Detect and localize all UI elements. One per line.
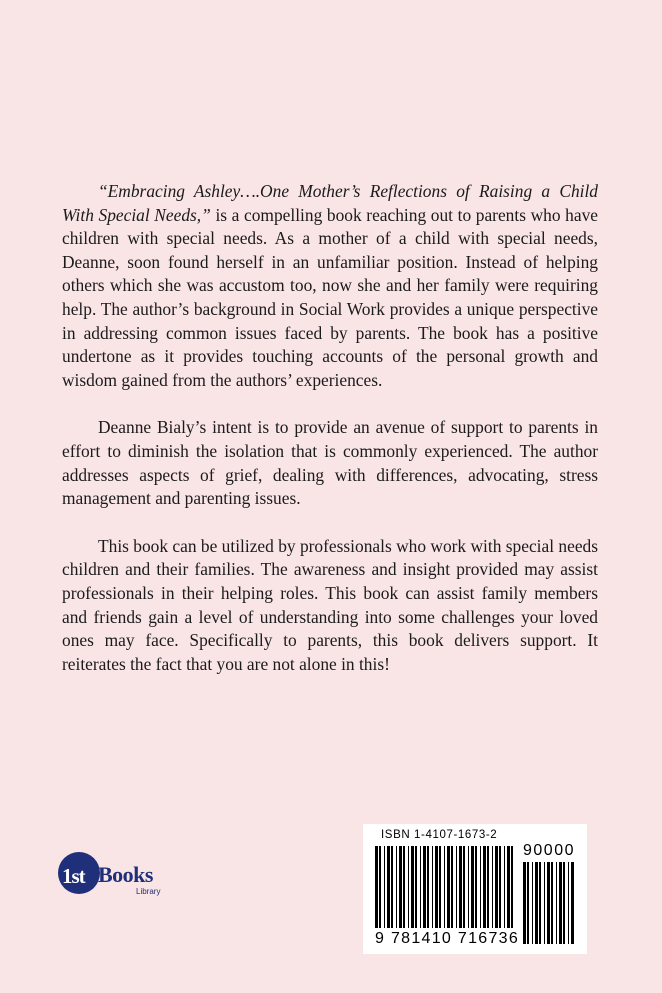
barcode-bar	[432, 846, 433, 928]
barcode-bar	[391, 846, 393, 928]
barcode-bar	[468, 846, 469, 928]
main-barcode-bars	[375, 846, 513, 928]
barcode-bar	[568, 862, 569, 944]
barcode-bar	[475, 846, 477, 928]
publisher-logo	[58, 852, 168, 896]
barcode-bar	[420, 846, 421, 928]
barcode-bar	[379, 846, 381, 928]
barcode-bar	[495, 846, 498, 928]
barcode-bar	[408, 846, 409, 928]
barcode-bar	[571, 862, 574, 944]
barcode-bar	[487, 846, 489, 928]
barcode-bar	[511, 846, 513, 928]
isbn-barcode	[363, 824, 587, 954]
barcode-bar	[387, 846, 390, 928]
barcode-bar	[384, 846, 385, 928]
barcode-bar	[399, 846, 402, 928]
barcode-bar	[463, 846, 465, 928]
barcode-bar	[551, 862, 553, 944]
barcode-bar	[480, 846, 481, 928]
blurb-paragraph-1	[62, 180, 598, 392]
barcode-bar	[523, 862, 526, 944]
barcode-bar	[532, 862, 533, 944]
blurb-paragraph-3: This book can be utilized by professionals who work with special needs children and their families. The awareness and insight provided may assist professionals in their helping roles. This book can assist family members and friends gain a level of understanding into some challenges your loved ones may face. Specifically to parents, this book delivers support. It reiterates the fact that you are not alone in this!	[62, 535, 598, 674]
barcode-bar	[499, 846, 501, 928]
barcode-bar	[539, 862, 541, 944]
barcode-bar	[535, 862, 538, 944]
barcode-bar	[435, 846, 438, 928]
barcode-bar	[527, 862, 529, 944]
barcode-bar	[396, 846, 397, 928]
price-barcode-bars	[523, 862, 574, 944]
barcode-bar	[563, 862, 565, 944]
isbn-label: ISBN 1-4107-1673-2	[381, 829, 498, 841]
barcode-bar	[559, 862, 562, 944]
barcode-bar	[439, 846, 441, 928]
barcode-bar	[375, 846, 378, 928]
barcode-bar	[451, 846, 453, 928]
barcode-bar	[544, 862, 545, 944]
price-code-label: 90000	[523, 842, 575, 859]
barcode-bar	[456, 846, 457, 928]
blurb-paragraph-1-text: is a compelling book reaching out to parents who have children with special needs. As a mother of a child with special needs, Deanne, soon found herself in an unfamiliar position. Instead of helping others which she was accustom too, now she and her family were requiring help. The author’s background in Social Work provides a unique perspective in addressing common issues faced by parents. The book has a positive undertone as it provides touching accounts of the personal growth and wisdom gained from the authors’ experiences.	[62, 204, 598, 390]
barcode-bar	[483, 846, 486, 928]
blurb-paragraph-2: Deanne Bialy’s intent is to provide an avenue of support to parents in effort to diminish the isolation that is commonly experienced. The author addresses aspects of grief, dealing with differences, advocating, stress management and parenting issues.	[62, 417, 598, 509]
barcode-bar	[447, 846, 450, 928]
barcode-bar	[556, 862, 557, 944]
barcode-bar	[427, 846, 429, 928]
barcode-number: 9 781410 716736	[375, 930, 520, 947]
barcode-bar	[471, 846, 474, 928]
barcode-bar	[411, 846, 414, 928]
barcode-bar	[459, 846, 462, 928]
barcode-bar	[507, 846, 510, 928]
barcode-bar	[415, 846, 417, 928]
logo-subtitle: Library	[136, 887, 161, 896]
barcode-bar	[504, 846, 505, 928]
logo-name: Books	[98, 862, 153, 887]
logo-prefix: 1st	[62, 864, 85, 888]
book-title-quote: “Embracing Ashley….One Mother’s Reflections of Raising a Child With Special Needs,”	[62, 181, 598, 225]
barcode-bar	[492, 846, 493, 928]
barcode-bar	[547, 862, 550, 944]
back-cover-blurb	[62, 180, 598, 700]
barcode-bar	[423, 846, 426, 928]
barcode-bar	[444, 846, 445, 928]
barcode-bar	[403, 846, 405, 928]
